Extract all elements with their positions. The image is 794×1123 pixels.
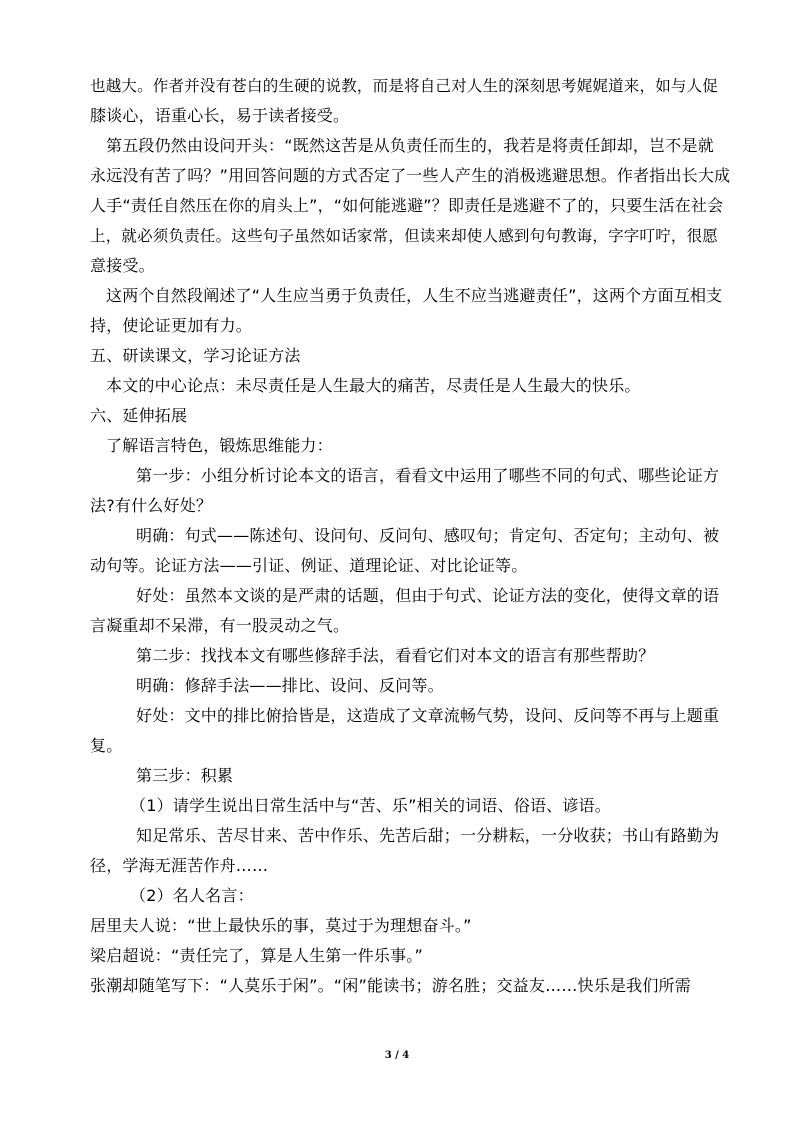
- page-number: 3 / 4: [384, 1050, 410, 1061]
- text-line: 这两个自然段阐述了“人生应当勇于负责任，人生不应当逃避责任”，这两个方面互相支: [106, 286, 723, 305]
- text-line: 法?有什么好处？: [90, 496, 213, 515]
- text-line: 知足常乐、苦尽甘来、苦中作乐、先苦后甜；一分耕耘，一分收获；书山有路勤为: [136, 826, 720, 845]
- text-line: 膝谈心，语重心长，易于读者接受。: [90, 106, 350, 125]
- text-line: 第五段仍然由设问开头：“既然这苦是从负责任而生的，我若是将责任卸却，岂不是就: [106, 136, 714, 155]
- text-line: 明确：修辞手法——排比、设问、反问等。: [136, 676, 444, 695]
- text-line: 居里夫人说：“世上最快乐的事，莫过于为理想奋斗。”: [90, 916, 472, 935]
- text-line: 第二步：找找本文有哪些修辞手法，看看它们对本文的语言有那些帮助？: [136, 646, 655, 665]
- text-line: 第一步：小组分析讨论本文的语言，看看文中运用了哪些不同的句式、哪些论证方: [136, 466, 720, 485]
- text-line: 永远没有苦了吗？”用回答问题的方式否定了一些人产生的消极逃避思想。作者指出长大成: [90, 166, 731, 185]
- text-line: 径，学海无涯苦作舟……: [90, 856, 269, 875]
- text-line: 明确：句式——陈述句、设问句、反问句、感叹句；肯定句、否定句；主动句、被: [136, 526, 720, 545]
- text-line: 了解语言特色，锻炼思维能力：: [106, 436, 333, 455]
- text-line: 好处：虽然本文谈的是严肃的话题，但由于句式、论证方法的变化，使得文章的语: [136, 586, 720, 605]
- text-line: 复。: [90, 736, 123, 755]
- text-line: （1）请学生说出日常生活中与“苦、乐”相关的词语、俗语、谚语。: [130, 796, 611, 815]
- text-line: （2）名人名言：: [130, 886, 254, 905]
- text-line: 也越大。作者并没有苍白的生硬的说教，而是将自己对人生的深刻思考娓娓道来，如与人促: [90, 77, 719, 95]
- text-line: 人手“责任自然压在你的肩头上”，“如何能逃避”？即责任是逃避不了的，只要生活在社会: [90, 196, 724, 215]
- section-heading: 六、延伸拓展: [90, 406, 188, 425]
- text-line: 持，使论证更加有力。: [90, 316, 253, 335]
- text-line: 第三步：积累: [136, 766, 234, 785]
- text-line: 上，就必须负责任。这些句子虽然如话家常，但读来却使人感到句句教诲，字字叮咛，很愿: [90, 227, 719, 245]
- text-line: 动句等。论证方法——引证、例证、道理论证、对比论证等。: [90, 556, 528, 575]
- text-line: 意接受。: [90, 256, 155, 275]
- text-line: 梁启超说：“责任完了，算是人生第一件乐事。”: [90, 946, 423, 965]
- text-line: 好处：文中的排比俯拾皆是，这造成了文章流畅气势，设问、反问等不再与上题重: [136, 706, 720, 725]
- text-line: 本文的中心论点：未尽责任是人生最大的痛苦，尽责任是人生最大的快乐。: [106, 376, 641, 395]
- text-line: 张潮却随笔写下：“人莫乐于闲”。“闲”能读书；游名胜；交益友……快乐是我们所需: [90, 976, 691, 995]
- section-heading: 五、研读课文，学习论证方法: [90, 346, 301, 365]
- text-line: 言凝重却不呆滞，有一股灵动之气。: [90, 616, 350, 635]
